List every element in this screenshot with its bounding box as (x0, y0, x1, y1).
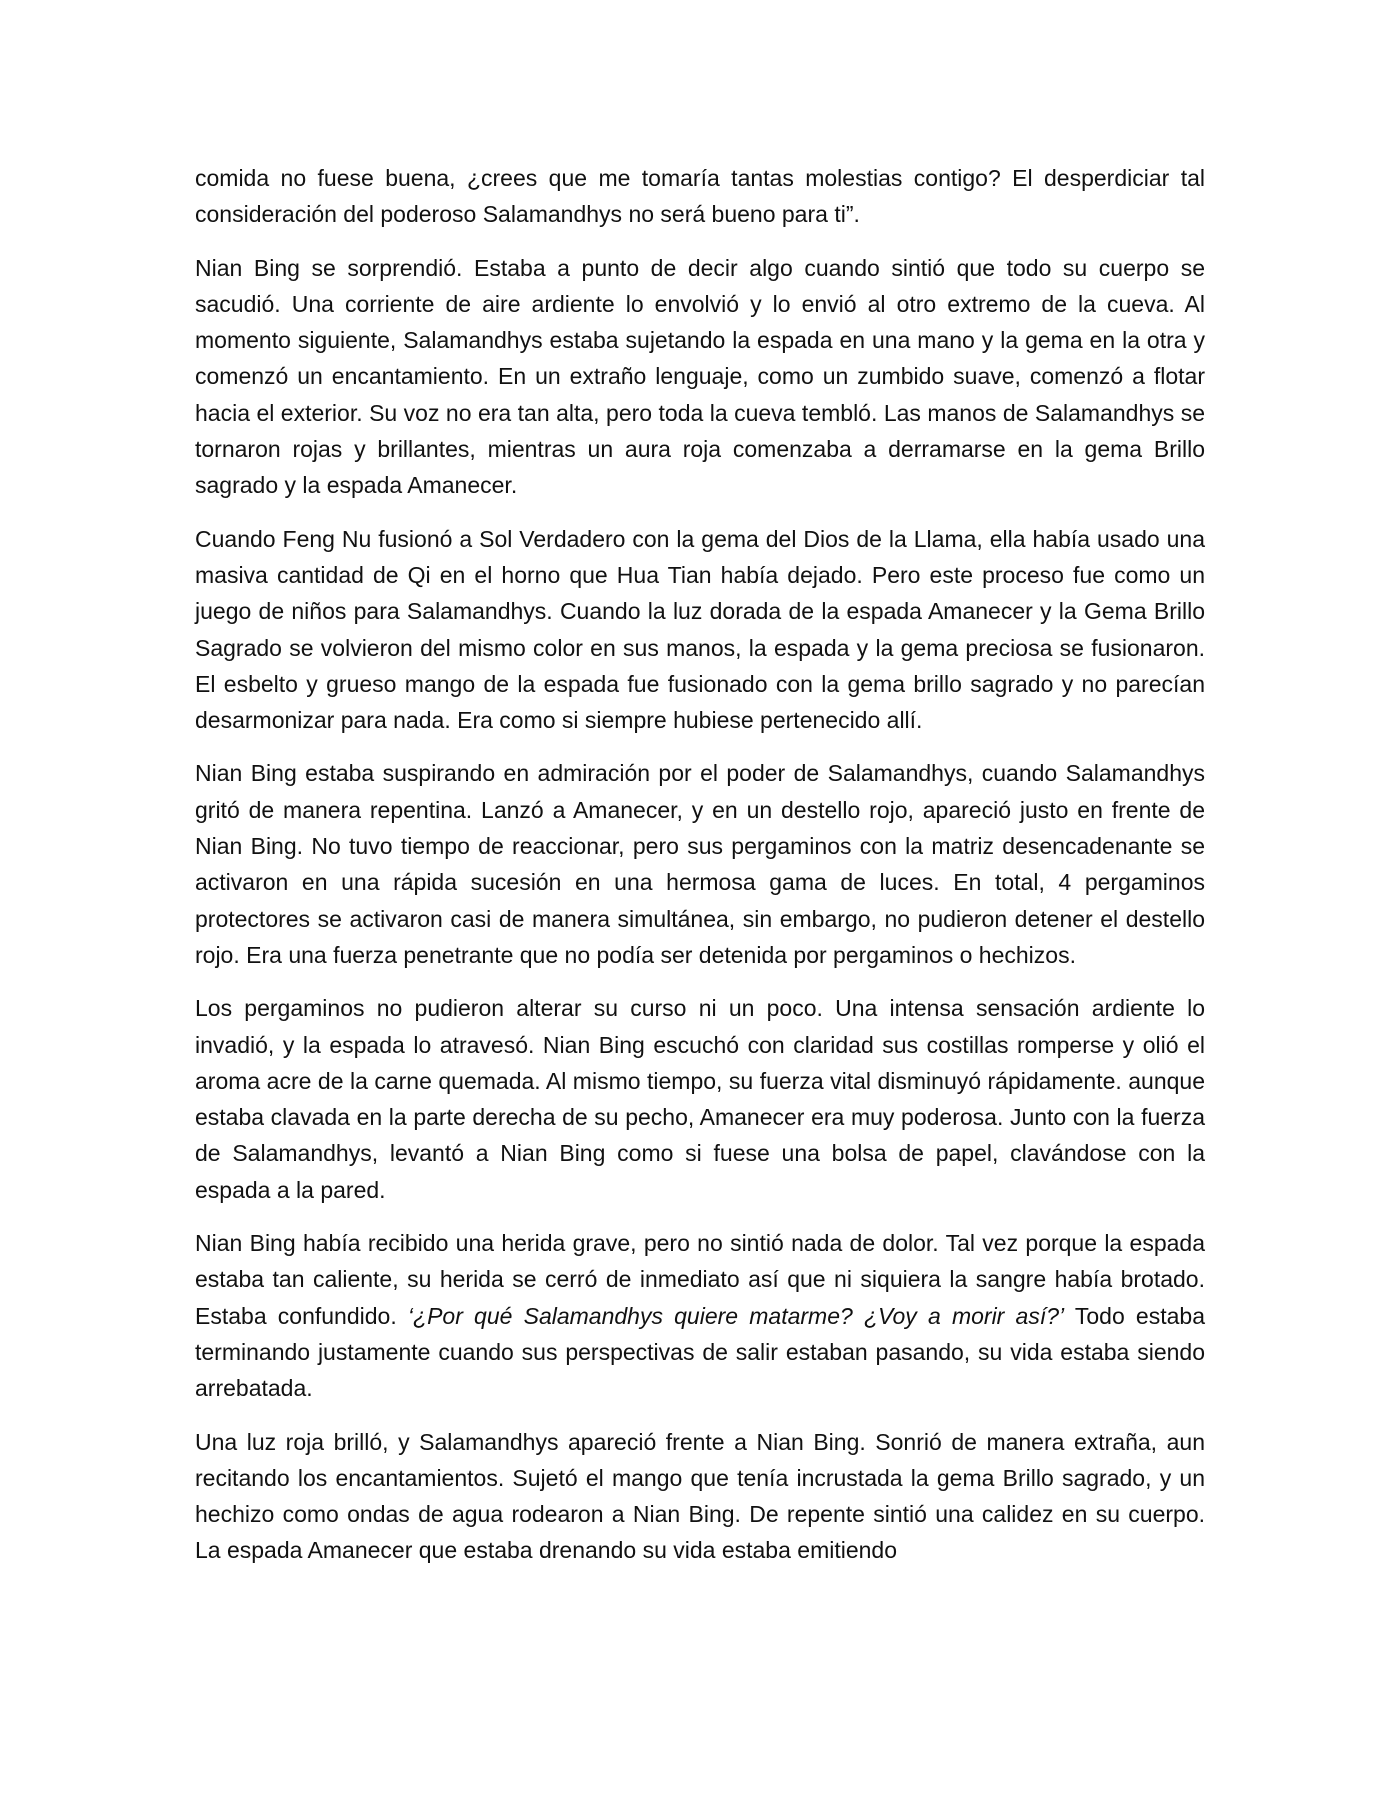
document-page (195, 160, 1205, 1586)
paragraph-6-inner-thought: ‘¿Por qué Salamandhys quiere matarme? ¿Voy a morir así?’ (407, 1302, 1065, 1329)
paragraph-4: Nian Bing estaba suspirando en admiración por el poder de Salamandhys, cuando Salamandhys gritó de manera repentina. Lanzó a Amanecer, y en un destello rojo, apareció justo en frente de Nian Bing. No tuvo tiempo de reaccionar, pero sus pergaminos con la matriz desencadenante se activaron en una rápida sucesión en una hermosa gama de luces. En total, 4 pergaminos protectores se activaron casi de manera simultánea, sin embargo, no pudieron detener el destello rojo. Era una fuerza penetrante que no podía ser detenida por pergaminos o hechizos. (195, 760, 1205, 968)
paragraph-6-text-after: Todo estaba terminando justamente cuando sus perspectivas de salir estaban pasando, su vida estaba siendo arrebatada. (195, 1302, 1205, 1402)
paragraph-3: Cuando Feng Nu fusionó a Sol Verdadero con la gema del Dios de la Llama, ella había usado una masiva cantidad de Qi en el horno que Hua Tian había dejado. Pero este proceso fue como un juego de niños para Salamandhys. Cuando la luz dorada de la espada Amanecer y la Gema Brillo Sagrado se volvieron del mismo color en sus manos, la espada y la gema preciosa se fusionaron. El esbelto y grueso mango de la espada fue fusionado con la gema brillo sagrado y no parecían desarmonizar para nada. Era como si siempre hubiese pertenecido allí. (195, 525, 1205, 734)
paragraph-6-text-before: Nian Bing había recibido una herida grave, pero no sintió nada de dolor. Tal vez porque la espada estaba tan caliente, su herida se cerró de inmediato así que ni siquiera la sangre había brotado. Estaba confundido. (195, 1230, 1205, 1329)
paragraph-2: Nian Bing se sorprendió. Estaba a punto de decir algo cuando sintió que todo su cuerpo se sacudió. Una corriente de aire ardiente lo envolvió y lo envió al otro extremo de la cueva. Al momento siguiente, Salamandhys estaba sujetando la espada en una mano y la gema en la otra y comenzó un encantamiento. En un extraño lenguaje, como un zumbido suave, comenzó a flotar hacia el exterior. Su voz no era tan alta, pero toda la cueva tembló. Las manos de Salamandhys se tornaron rojas y brillantes, mientras un aura roja comenzaba a derramarse en la gema Brillo sagrado y la espada Amanecer. (195, 254, 1205, 499)
paragraph-1: comida no fuese buena, ¿crees que me tomaría tantas molestias contigo? El desperdiciar tal consideración del poderoso Salamandhys no será bueno para ti”. (195, 165, 1205, 228)
paragraph-6 (195, 1225, 1205, 1406)
paragraph-5: Los pergaminos no pudieron alterar su curso ni un poco. Una intensa sensación ardiente lo invadió, y la espada lo atravesó. Nian Bing escuchó con claridad sus costillas romperse y olió el aroma acre de la carne quemada. Al mismo tiempo, su fuerza vital disminuyó rápidamente. aunque estaba clavada en la parte derecha de su pecho, Amanecer era muy poderosa. Junto con la fuerza de Salamandhys, levantó a Nian Bing como si fuese una bolsa de papel, clavándose con la espada a la pared. (195, 995, 1205, 1203)
paragraph-7: Una luz roja brilló, y Salamandhys apareció frente a Nian Bing. Sonrió de manera extraña, aun recitando los encantamientos. Sujetó el mango que tenía incrustada la gema Brillo sagrado, y un hechizo como ondas de agua rodearon a Nian Bing. De repente sintió una calidez en su cuerpo. La espada Amanecer que estaba drenando su vida estaba emitiendo (195, 1428, 1205, 1564)
